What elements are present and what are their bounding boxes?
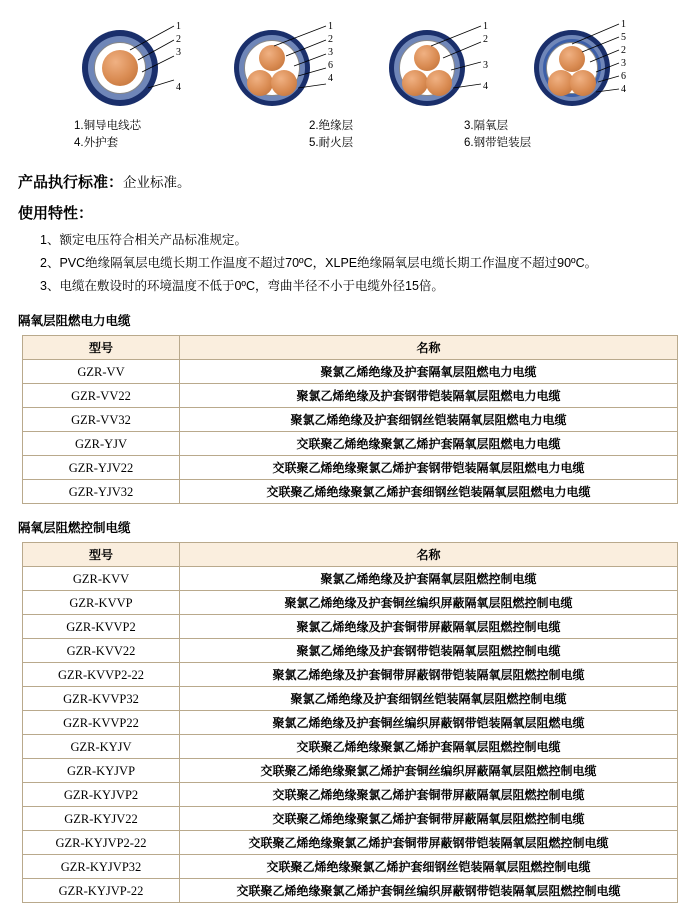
leader-number: 4 xyxy=(176,82,181,93)
cell-name: 交联聚乙烯绝缘聚氯乙烯护套铜带屏蔽钢带铠装隔氧层阻燃控制电缆 xyxy=(180,831,678,855)
cell-name: 聚氯乙烯绝缘及护套铜带屏蔽钢带铠装隔氧层阻燃控制电缆 xyxy=(180,663,678,687)
column-header-name: 名称 xyxy=(180,543,678,567)
standard-separator: ： xyxy=(108,174,124,191)
leader-number: 1 xyxy=(483,21,488,32)
legend-item: 4.外护套 xyxy=(74,137,119,149)
table2-caption: 隔氧层阻燃控制电缆 xyxy=(18,521,131,535)
table-row xyxy=(23,831,678,855)
table-row xyxy=(23,567,678,591)
cell-model: GZR-KVVP2 xyxy=(23,615,180,639)
leader-number: 3 xyxy=(176,47,181,58)
cell-name: 交联聚乙烯绝缘聚氯乙烯护套细钢丝铠装隔氧层阻燃电力电缆 xyxy=(180,480,678,504)
table-row xyxy=(23,456,678,480)
cell-name: 聚氯乙烯绝缘及护套隔氧层阻燃控制电缆 xyxy=(180,567,678,591)
control-cable-table xyxy=(22,542,678,903)
cell-name: 聚氯乙烯绝缘及护套铜丝编织屏蔽钢带铠装隔氧层阻燃电缆 xyxy=(180,711,678,735)
leader-number: 2 xyxy=(176,34,181,45)
table-row xyxy=(23,480,678,504)
cell-model: GZR-KVV xyxy=(23,567,180,591)
leader-number: 6 xyxy=(621,71,626,82)
leader-number: 4 xyxy=(328,73,333,84)
leader-number: 1 xyxy=(328,21,333,32)
power-cable-table xyxy=(22,335,678,504)
column-header-model: 型号 xyxy=(23,336,180,360)
product-standard-line xyxy=(18,171,686,192)
leader-number: 2 xyxy=(621,45,626,56)
leader-number: 4 xyxy=(621,84,626,95)
leader-number: 4 xyxy=(483,81,488,92)
leader-number: 3 xyxy=(483,60,488,71)
cable-cross-section-diagrams xyxy=(14,0,686,165)
figure4-numbers xyxy=(621,18,626,96)
cell-name: 聚氯乙烯绝缘及护套钢带铠装隔氧层阻燃控制电缆 xyxy=(180,639,678,663)
table-row xyxy=(23,735,678,759)
figure1-numbers xyxy=(176,20,181,94)
table-header-row xyxy=(23,543,678,567)
table-row xyxy=(23,879,678,903)
table-header-row xyxy=(23,336,678,360)
legend-column-2 xyxy=(309,118,353,152)
cell-model: GZR-YJV22 xyxy=(23,456,180,480)
legend-column-1 xyxy=(74,118,141,152)
cell-name: 交联聚乙烯绝缘聚氯乙烯护套隔氧层阻燃控制电缆 xyxy=(180,735,678,759)
cell-model: GZR-YJV32 xyxy=(23,480,180,504)
leader-number: 2 xyxy=(483,34,488,45)
table-row xyxy=(23,591,678,615)
leader-lines xyxy=(62,18,232,118)
figure2-numbers xyxy=(328,20,333,85)
cell-name: 聚氯乙烯绝缘及护套铜带屏蔽隔氧层阻燃控制电缆 xyxy=(180,615,678,639)
table-row xyxy=(23,687,678,711)
table-row xyxy=(23,759,678,783)
leader-lines xyxy=(514,18,684,118)
table-row xyxy=(23,711,678,735)
cell-name: 交联聚乙烯绝缘聚氯乙烯护套铜丝编织屏蔽钢带铠装隔氧层阻燃控制电缆 xyxy=(180,879,678,903)
cell-name: 交联聚乙烯绝缘聚氯乙烯护套钢带铠装隔氧层阻燃电力电缆 xyxy=(180,456,678,480)
cell-model: GZR-VV22 xyxy=(23,384,180,408)
cell-model: GZR-KYJVP32 xyxy=(23,855,180,879)
column-header-model: 型号 xyxy=(23,543,180,567)
feature-item: 1、额定电压符合相关产品标准规定。 xyxy=(40,233,247,247)
leader-number: 3 xyxy=(328,47,333,58)
cable-figure-fire-resistant xyxy=(514,18,684,118)
cable-figure-three-core xyxy=(214,18,384,118)
feature-item: 3、电缆在敷设时的环境温度不低于0ºC，弯曲半径不小于电缆外径15倍。 xyxy=(40,279,444,293)
cell-model: GZR-VV xyxy=(23,360,180,384)
leader-number: 6 xyxy=(328,60,333,71)
cell-name: 交联聚乙烯绝缘聚氯乙烯护套细钢丝铠装隔氧层阻燃控制电缆 xyxy=(180,855,678,879)
cell-model: GZR-KVVP32 xyxy=(23,687,180,711)
cell-name: 聚氯乙烯绝缘及护套细钢丝铠装隔氧层阻燃控制电缆 xyxy=(180,687,678,711)
cell-model: GZR-KYJVP xyxy=(23,759,180,783)
cell-name: 交联聚乙烯绝缘聚氯乙烯护套铜带屏蔽隔氧层阻燃控制电缆 xyxy=(180,807,678,831)
table-row xyxy=(23,615,678,639)
cell-model: GZR-KYJVP-22 xyxy=(23,879,180,903)
table-row xyxy=(23,855,678,879)
cell-model: GZR-KVVP22 xyxy=(23,711,180,735)
usage-features-title: 使用特性： xyxy=(18,205,94,222)
table-row xyxy=(23,432,678,456)
cell-model: GZR-KYJVP2-22 xyxy=(23,831,180,855)
legend-item: 1.铜导电线芯 xyxy=(74,120,142,132)
cell-model: GZR-KYJV xyxy=(23,735,180,759)
cell-model: GZR-KVV22 xyxy=(23,639,180,663)
table-row xyxy=(23,783,678,807)
legend-item: 6.钢带铠装层 xyxy=(464,137,532,149)
cell-name: 聚氯乙烯绝缘及护套钢带铠装隔氧层阻燃电力电缆 xyxy=(180,384,678,408)
legend-item: 3.隔氧层 xyxy=(464,120,509,132)
table-row xyxy=(23,384,678,408)
table1-caption: 隔氧层阻燃电力电缆 xyxy=(18,314,131,328)
cell-name: 聚氯乙烯绝缘及护套细钢丝铠装隔氧层阻燃电力电缆 xyxy=(180,408,678,432)
leader-number: 1 xyxy=(621,19,626,30)
leader-number: 3 xyxy=(621,58,626,69)
leader-number: 1 xyxy=(176,21,181,32)
leader-number: 2 xyxy=(328,34,333,45)
cell-name: 聚氯乙烯绝缘及护套铜丝编织屏蔽隔氧层阻燃控制电缆 xyxy=(180,591,678,615)
cell-name: 交联聚乙烯绝缘聚氯乙烯护套铜带屏蔽隔氧层阻燃控制电缆 xyxy=(180,783,678,807)
cell-model: GZR-KVVP2-22 xyxy=(23,663,180,687)
legend-column-3 xyxy=(464,118,531,152)
cell-name: 聚氯乙烯绝缘及护套隔氧层阻燃电力电缆 xyxy=(180,360,678,384)
cell-model: GZR-KYJVP2 xyxy=(23,783,180,807)
table-row xyxy=(23,408,678,432)
cell-model: GZR-KVVP xyxy=(23,591,180,615)
column-header-name: 名称 xyxy=(180,336,678,360)
cable-figure-single-core xyxy=(62,18,232,118)
table-row xyxy=(23,663,678,687)
cell-model: GZR-VV32 xyxy=(23,408,180,432)
cell-model: GZR-YJV xyxy=(23,432,180,456)
table-row xyxy=(23,807,678,831)
feature-item: 2、PVC绝缘隔氧层电缆长期工作温度不超过70ºC，XLPE绝缘隔氧层电缆长期工作温度不超过90ºC。 xyxy=(40,256,598,270)
table-row xyxy=(23,639,678,663)
leader-lines xyxy=(214,18,384,118)
cell-model: GZR-KYJV22 xyxy=(23,807,180,831)
leader-number: 5 xyxy=(621,32,626,43)
cell-name: 交联聚乙烯绝缘聚氯乙烯护套铜丝编织屏蔽隔氧层阻燃控制电缆 xyxy=(180,759,678,783)
table-row xyxy=(23,360,678,384)
legend-item: 2.绝缘层 xyxy=(309,120,354,132)
product-standard-title: 产品执行标准 xyxy=(18,174,109,191)
product-standard-value: 企业标准。 xyxy=(123,175,191,190)
cell-name: 交联聚乙烯绝缘聚氯乙烯护套隔氧层阻燃电力电缆 xyxy=(180,432,678,456)
usage-features-list xyxy=(40,229,686,297)
legend-item: 5.耐火层 xyxy=(309,137,354,149)
figure3-numbers xyxy=(483,20,488,93)
